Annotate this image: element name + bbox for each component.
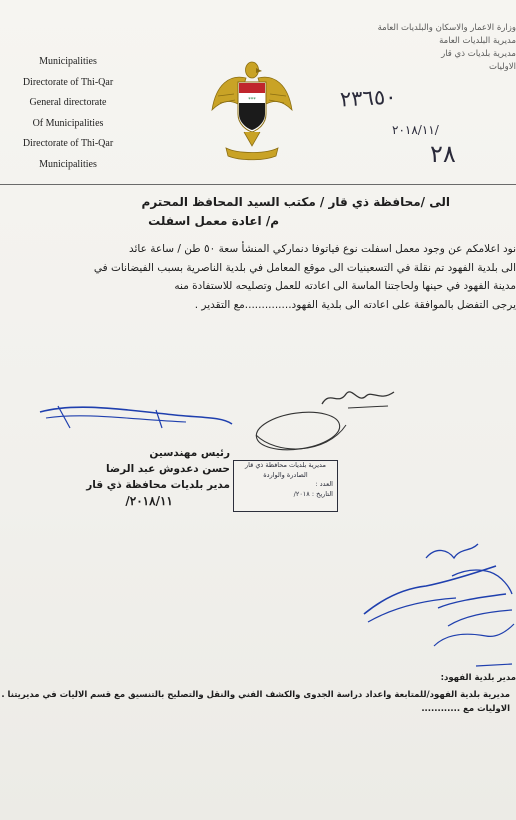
letterhead-line: Municipalities: [39, 158, 97, 170]
handwritten-ref-mark: ٢٨: [430, 140, 456, 168]
letterhead-divider: [0, 184, 516, 185]
directive-line: الاوليات مع ............: [421, 704, 510, 714]
signer-title: رئيس مهندسين: [149, 447, 230, 459]
letterhead-line: وزارة الاعمار والاسكان والبلديات العامة: [377, 23, 516, 33]
body-line: مدينة الفهود في حينها ولحاجتنا الماسة الى اعادته للعمل وتصليحه للاستفادة منه: [174, 280, 516, 292]
body-line: يرجى التفضل بالموافقة على اعادته الى بلدية الفهود..............مع التقدير .: [194, 298, 516, 311]
letterhead-line: Directorate of Thi-Qar: [22, 138, 114, 149]
bottom-directive-heading: مدير بلدية الفهود:: [440, 673, 516, 683]
body-line: نود اعلامكم عن وجود معمل اسفلت نوع فياتوفا دنماركي المنشأ سعة ٥٠ طن / ساعة عائد: [128, 243, 516, 255]
letterhead-line: Directorate of Thi-Qar: [22, 76, 114, 88]
blue-signature-scrawl-icon: [36, 398, 236, 434]
signer-name: حسن دعدوش عبد الرضا: [106, 463, 230, 475]
bottom-directive: [1, 688, 510, 716]
letterhead-arabic: [377, 22, 516, 74]
signer-position: مدير بلديات محافظة ذي قار: [86, 479, 230, 491]
stamp-line: التاريخ : ٢٠١٨/: [293, 489, 333, 498]
stamp-line: مديرية بلديات محافظة ذي قار: [245, 461, 326, 469]
signature-block: [86, 445, 230, 509]
body-line: الى بلدية الفهود تم نقلة في التسعينيات الى موقع المعامل في بلدية الناصرية بسبب الفيضانات في: [93, 261, 516, 274]
handwritten-reference-number: ٢٣٦٥٠: [339, 84, 397, 112]
letterhead-line: Of Municipalities: [32, 117, 104, 129]
letterhead-line: مديرية بلديات ذي قار: [441, 49, 516, 59]
subject-line: م/ اعادة معمل اسفلت: [148, 214, 279, 228]
letterhead-line: Municipalities: [39, 56, 97, 67]
pen-loop-mark-icon: [236, 395, 356, 465]
handwritten-date: ٢٠١٨/١١/: [392, 123, 439, 137]
letterhead-line: General directorate: [29, 97, 107, 108]
office-stamp: [233, 460, 338, 512]
handwritten-margin-note-icon: [356, 536, 516, 676]
svg-text:***: ***: [248, 97, 256, 103]
letter-body: [0, 240, 516, 314]
letterhead-english: [0, 52, 136, 175]
letterhead-line: مديرية البلديات العامة: [439, 36, 516, 46]
letterhead-line: الاوليات: [488, 62, 516, 72]
stamp-line: الصادرة والواردة: [263, 470, 308, 479]
signature-date: ٢٠١٨/١١/: [125, 494, 173, 508]
addressee-line: الى /محافظة ذي قار / مكتب السيد المحافظ المحترم: [141, 195, 450, 209]
stamp-line: العدد :: [315, 480, 333, 488]
directive-line: مديرية بلدية الفهود/للمتابعة واعداد دراسة الجدوى والكشف الفني والنقل والتصليح بالتنسيق مع قسم الاليات في مديريتنا .: [1, 690, 510, 700]
iraq-eagle-emblem-icon: [208, 56, 296, 162]
